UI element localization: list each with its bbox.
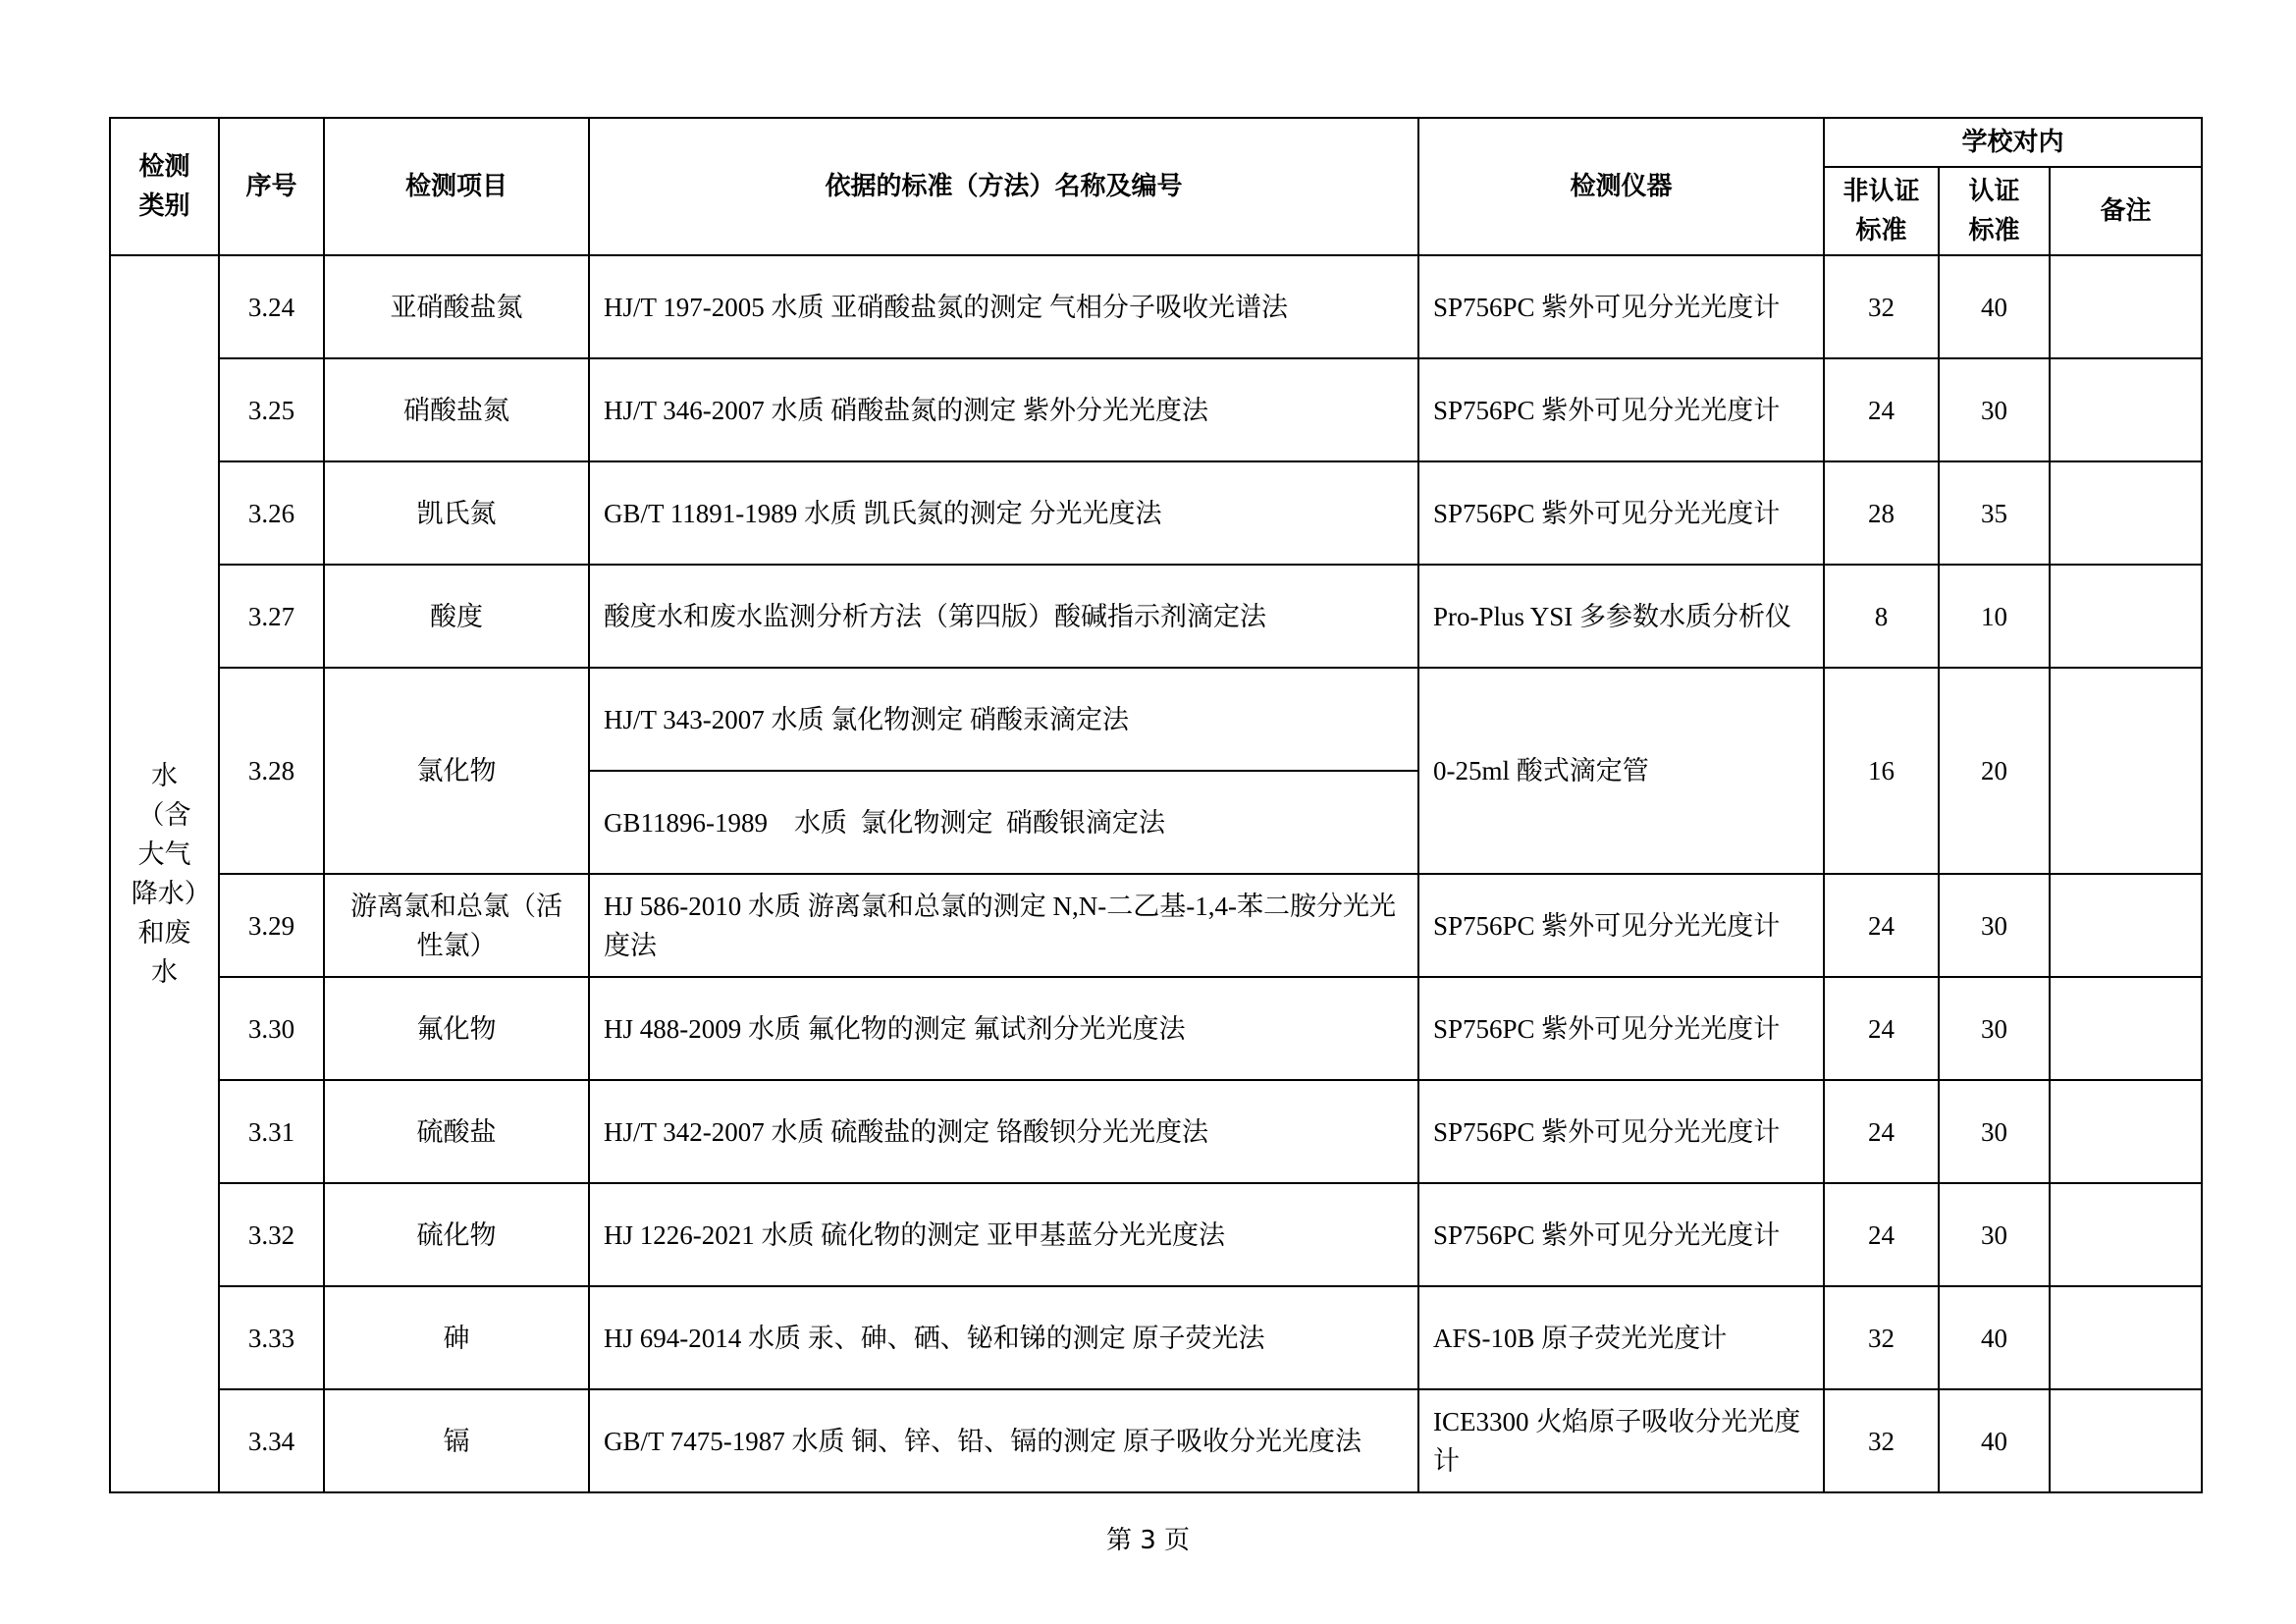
instrument-cell: SP756PC 紫外可见分光光度计 [1418,977,1824,1080]
header-item: 检测项目 [324,118,589,255]
standard-cell: GB/T 7475-1987 水质 铜、锌、铅、镉的测定 原子吸收分光光度法 [589,1389,1418,1492]
instrument-cell: AFS-10B 原子荧光光度计 [1418,1286,1824,1389]
header-standard: 依据的标准（方法）名称及编号 [589,118,1418,255]
seq-cell: 3.31 [219,1080,324,1183]
seq-cell: 3.29 [219,874,324,977]
header-seq: 序号 [219,118,324,255]
seq-cell: 3.24 [219,255,324,358]
remark-cell [2050,874,2202,977]
item-cell: 氯化物 [324,668,589,874]
item-cell: 亚硝酸盐氮 [324,255,589,358]
table-row [110,1389,2202,1492]
cert-cell: 40 [1939,1389,2050,1492]
instrument-cell: SP756PC 紫外可见分光光度计 [1418,255,1824,358]
non-cert-cell: 28 [1824,461,1939,565]
table-row [110,977,2202,1080]
cert-cell: 30 [1939,358,2050,461]
cert-cell: 40 [1939,255,2050,358]
item-cell: 氟化物 [324,977,589,1080]
header-certified: 认证标准 [1939,167,2050,255]
item-cell: 镉 [324,1389,589,1492]
standard-cell: GB/T 11891-1989 水质 凯氏氮的测定 分光光度法 [589,461,1418,565]
header-school-internal: 学校对内 [1824,118,2202,167]
standard-cell: HJ 586-2010 水质 游离氯和总氯的测定 N,N-二乙基-1,4-苯二胺分光光度法 [589,874,1418,977]
remark-cell [2050,668,2202,874]
cert-cell: 35 [1939,461,2050,565]
item-cell: 凯氏氮 [324,461,589,565]
cert-cell: 30 [1939,1080,2050,1183]
non-cert-cell: 8 [1824,565,1939,668]
non-cert-cell: 32 [1824,1389,1939,1492]
standard-cell: HJ 1226-2021 水质 硫化物的测定 亚甲基蓝分光光度法 [589,1183,1418,1286]
remark-cell [2050,565,2202,668]
header-remark: 备注 [2050,167,2202,255]
header-category: 检测类别 [110,118,219,255]
category-cell: 水（含大气降水）和废水 [110,255,219,1492]
standard-cell: 酸度水和废水监测分析方法（第四版）酸碱指示剂滴定法 [589,565,1418,668]
standard-cell: HJ/T 197-2005 水质 亚硝酸盐氮的测定 气相分子吸收光谱法 [589,255,1418,358]
non-cert-cell: 32 [1824,1286,1939,1389]
standard-cell: HJ/T 346-2007 水质 硝酸盐氮的测定 紫外分光光度法 [589,358,1418,461]
non-cert-cell: 24 [1824,977,1939,1080]
seq-cell: 3.26 [219,461,324,565]
remark-cell [2050,255,2202,358]
non-cert-cell: 32 [1824,255,1939,358]
table-row [110,358,2202,461]
cert-cell: 40 [1939,1286,2050,1389]
seq-cell: 3.28 [219,668,324,874]
standard-cell: HJ 488-2009 水质 氟化物的测定 氟试剂分光光度法 [589,977,1418,1080]
standard-cell: HJ/T 342-2007 水质 硫酸盐的测定 铬酸钡分光光度法 [589,1080,1418,1183]
instrument-cell: 0-25ml 酸式滴定管 [1418,668,1824,874]
remark-cell [2050,1080,2202,1183]
instrument-cell: Pro-Plus YSI 多参数水质分析仪 [1418,565,1824,668]
item-cell: 硫化物 [324,1183,589,1286]
table-row [110,255,2202,358]
non-cert-cell: 24 [1824,358,1939,461]
non-cert-cell: 24 [1824,1080,1939,1183]
seq-cell: 3.34 [219,1389,324,1492]
remark-cell [2050,977,2202,1080]
table-row [110,668,2202,771]
item-cell: 硝酸盐氮 [324,358,589,461]
seq-cell: 3.32 [219,1183,324,1286]
instrument-cell: SP756PC 紫外可见分光光度计 [1418,1080,1824,1183]
remark-cell [2050,358,2202,461]
header-non-certified: 非认证标准 [1824,167,1939,255]
table-row [110,874,2202,977]
header-instrument: 检测仪器 [1418,118,1824,255]
seq-cell: 3.27 [219,565,324,668]
non-cert-cell: 24 [1824,874,1939,977]
non-cert-cell: 16 [1824,668,1939,874]
test-items-table [109,117,2203,1493]
remark-cell [2050,1286,2202,1389]
header-row-1 [110,118,2202,167]
item-cell: 硫酸盐 [324,1080,589,1183]
item-cell: 砷 [324,1286,589,1389]
seq-cell: 3.30 [219,977,324,1080]
instrument-cell: SP756PC 紫外可见分光光度计 [1418,874,1824,977]
non-cert-cell: 24 [1824,1183,1939,1286]
cert-cell: 30 [1939,977,2050,1080]
item-cell: 酸度 [324,565,589,668]
standard-cell: GB11896-1989 水质 氯化物测定 硝酸银滴定法 [589,771,1418,874]
instrument-cell: SP756PC 紫外可见分光光度计 [1418,461,1824,565]
remark-cell [2050,1183,2202,1286]
remark-cell [2050,461,2202,565]
instrument-cell: SP756PC 紫外可见分光光度计 [1418,1183,1824,1286]
cert-cell: 30 [1939,874,2050,977]
cert-cell: 20 [1939,668,2050,874]
cert-cell: 10 [1939,565,2050,668]
instrument-cell: ICE3300 火焰原子吸收分光光度计 [1418,1389,1824,1492]
seq-cell: 3.25 [219,358,324,461]
table-row [110,565,2202,668]
table-row [110,1286,2202,1389]
page-number: 第 3 页 [1105,1526,1191,1555]
standard-cell: HJ 694-2014 水质 汞、砷、硒、铋和锑的测定 原子荧光法 [589,1286,1418,1389]
seq-cell: 3.33 [219,1286,324,1389]
table-row [110,1183,2202,1286]
standard-cell: HJ/T 343-2007 水质 氯化物测定 硝酸汞滴定法 [589,668,1418,771]
instrument-cell: SP756PC 紫外可见分光光度计 [1418,358,1824,461]
remark-cell [2050,1389,2202,1492]
cert-cell: 30 [1939,1183,2050,1286]
table-row [110,1080,2202,1183]
item-cell: 游离氯和总氯（活性氯） [324,874,589,977]
table-row [110,461,2202,565]
